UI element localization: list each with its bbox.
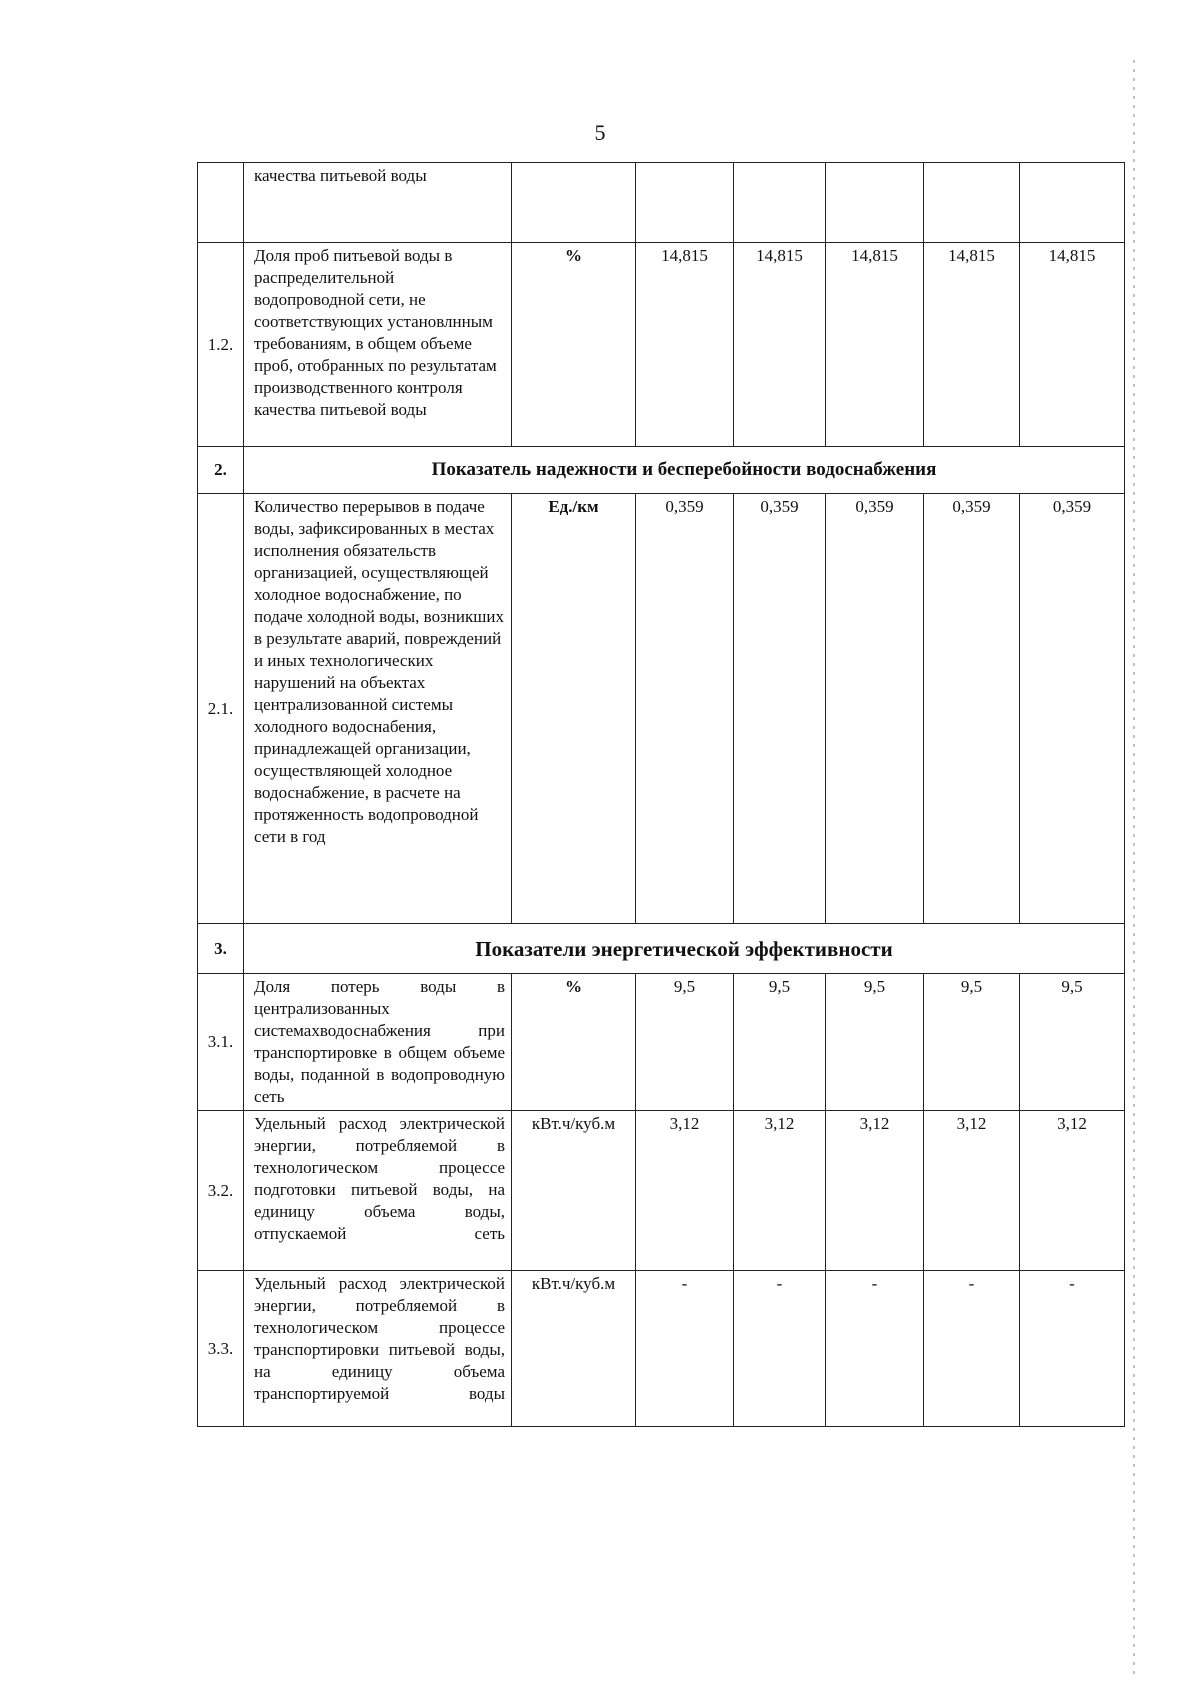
row-number: [198, 163, 244, 243]
section-number: 2.: [198, 447, 244, 494]
page-number: 5: [594, 120, 606, 145]
row-unit: [512, 163, 636, 243]
section-row: [198, 924, 1125, 974]
row-description: Удельный расход электрической энергии, потребляемой в технологическом процессе транспортировки питьевой воды, на единицу объема транспортируемой воды: [244, 1271, 512, 1427]
row-unit: кВт.ч/куб.м: [512, 1111, 636, 1271]
row-value: 14,815: [1020, 243, 1125, 447]
table-row: [198, 494, 1125, 924]
row-value: 9,5: [1020, 974, 1125, 1111]
table-row: [198, 1271, 1125, 1427]
row-value: 3,12: [826, 1111, 924, 1271]
row-value: -: [924, 1271, 1020, 1427]
row-number: 1.2.: [198, 243, 244, 447]
row-value: [734, 163, 826, 243]
row-number: 3.1.: [198, 974, 244, 1111]
row-value: [826, 163, 924, 243]
row-number: 3.3.: [198, 1271, 244, 1427]
row-description: качества питьевой воды: [244, 163, 512, 243]
row-description: Доля потерь воды в централизованных системахводоснабжения при транспортировке в общем объеме воды, поданной в водопроводную сеть: [244, 974, 512, 1111]
row-value: 3,12: [636, 1111, 734, 1271]
row-value: 0,359: [924, 494, 1020, 924]
row-unit: %: [512, 974, 636, 1111]
row-description: Количество перерывов в подаче воды, зафиксированных в местах исполнения обязательств организацией, осуществляющей холодное водоснабжение, по подаче холодной воды, возникших в результате аварий, повреждений и иных технологических нарушений на объектах централизованной системы холодного водоснабения, принадлежащей организации, осуществляющей холодное водоснабжение, в расчете на протяженность водопроводной сети в год: [244, 494, 512, 924]
row-number: 3.2.: [198, 1111, 244, 1271]
table-row: [198, 163, 1125, 243]
section-title: Показатели энергетической эффективности: [244, 924, 1125, 974]
row-unit: кВт.ч/куб.м: [512, 1271, 636, 1427]
row-value: 0,359: [636, 494, 734, 924]
row-value: 9,5: [924, 974, 1020, 1111]
row-value: 0,359: [734, 494, 826, 924]
section-title: Показатель надежности и бесперебойности водоснабжения: [244, 447, 1125, 494]
row-value: 14,815: [924, 243, 1020, 447]
row-value: 3,12: [924, 1111, 1020, 1271]
row-value: 9,5: [826, 974, 924, 1111]
table-row: [198, 1111, 1125, 1271]
row-value: 14,815: [734, 243, 826, 447]
row-value: -: [734, 1271, 826, 1427]
row-value: -: [1020, 1271, 1125, 1427]
section-number: 3.: [198, 924, 244, 974]
section-row: [198, 447, 1125, 494]
row-value: 14,815: [826, 243, 924, 447]
row-description: Доля проб питьевой воды в распределительной водопроводной сети, не соответствующих установлнным требованиям, в общем объеме проб, отобранных по результатам производственного контроля качества питьевой воды: [244, 243, 512, 447]
row-value: -: [826, 1271, 924, 1427]
row-value: 9,5: [636, 974, 734, 1111]
row-value: -: [636, 1271, 734, 1427]
table-row: [198, 243, 1125, 447]
indicators-table: [197, 162, 1125, 1427]
row-value: [1020, 163, 1125, 243]
row-value: 0,359: [826, 494, 924, 924]
row-value: 0,359: [1020, 494, 1125, 924]
row-value: 3,12: [734, 1111, 826, 1271]
row-description: Удельный расход электрической энергии, потребляемой в технологическом процессе подготовки питьевой воды, на единицу объема воды, отпускаемой сеть: [244, 1111, 512, 1271]
row-value: 3,12: [1020, 1111, 1125, 1271]
row-value: [924, 163, 1020, 243]
row-value: [636, 163, 734, 243]
table-row: [198, 974, 1125, 1111]
row-unit: %: [512, 243, 636, 447]
row-unit: Ед./км: [512, 494, 636, 924]
scan-edge-marks: [1133, 60, 1135, 1680]
row-number: 2.1.: [198, 494, 244, 924]
row-value: 14,815: [636, 243, 734, 447]
row-value: 9,5: [734, 974, 826, 1111]
